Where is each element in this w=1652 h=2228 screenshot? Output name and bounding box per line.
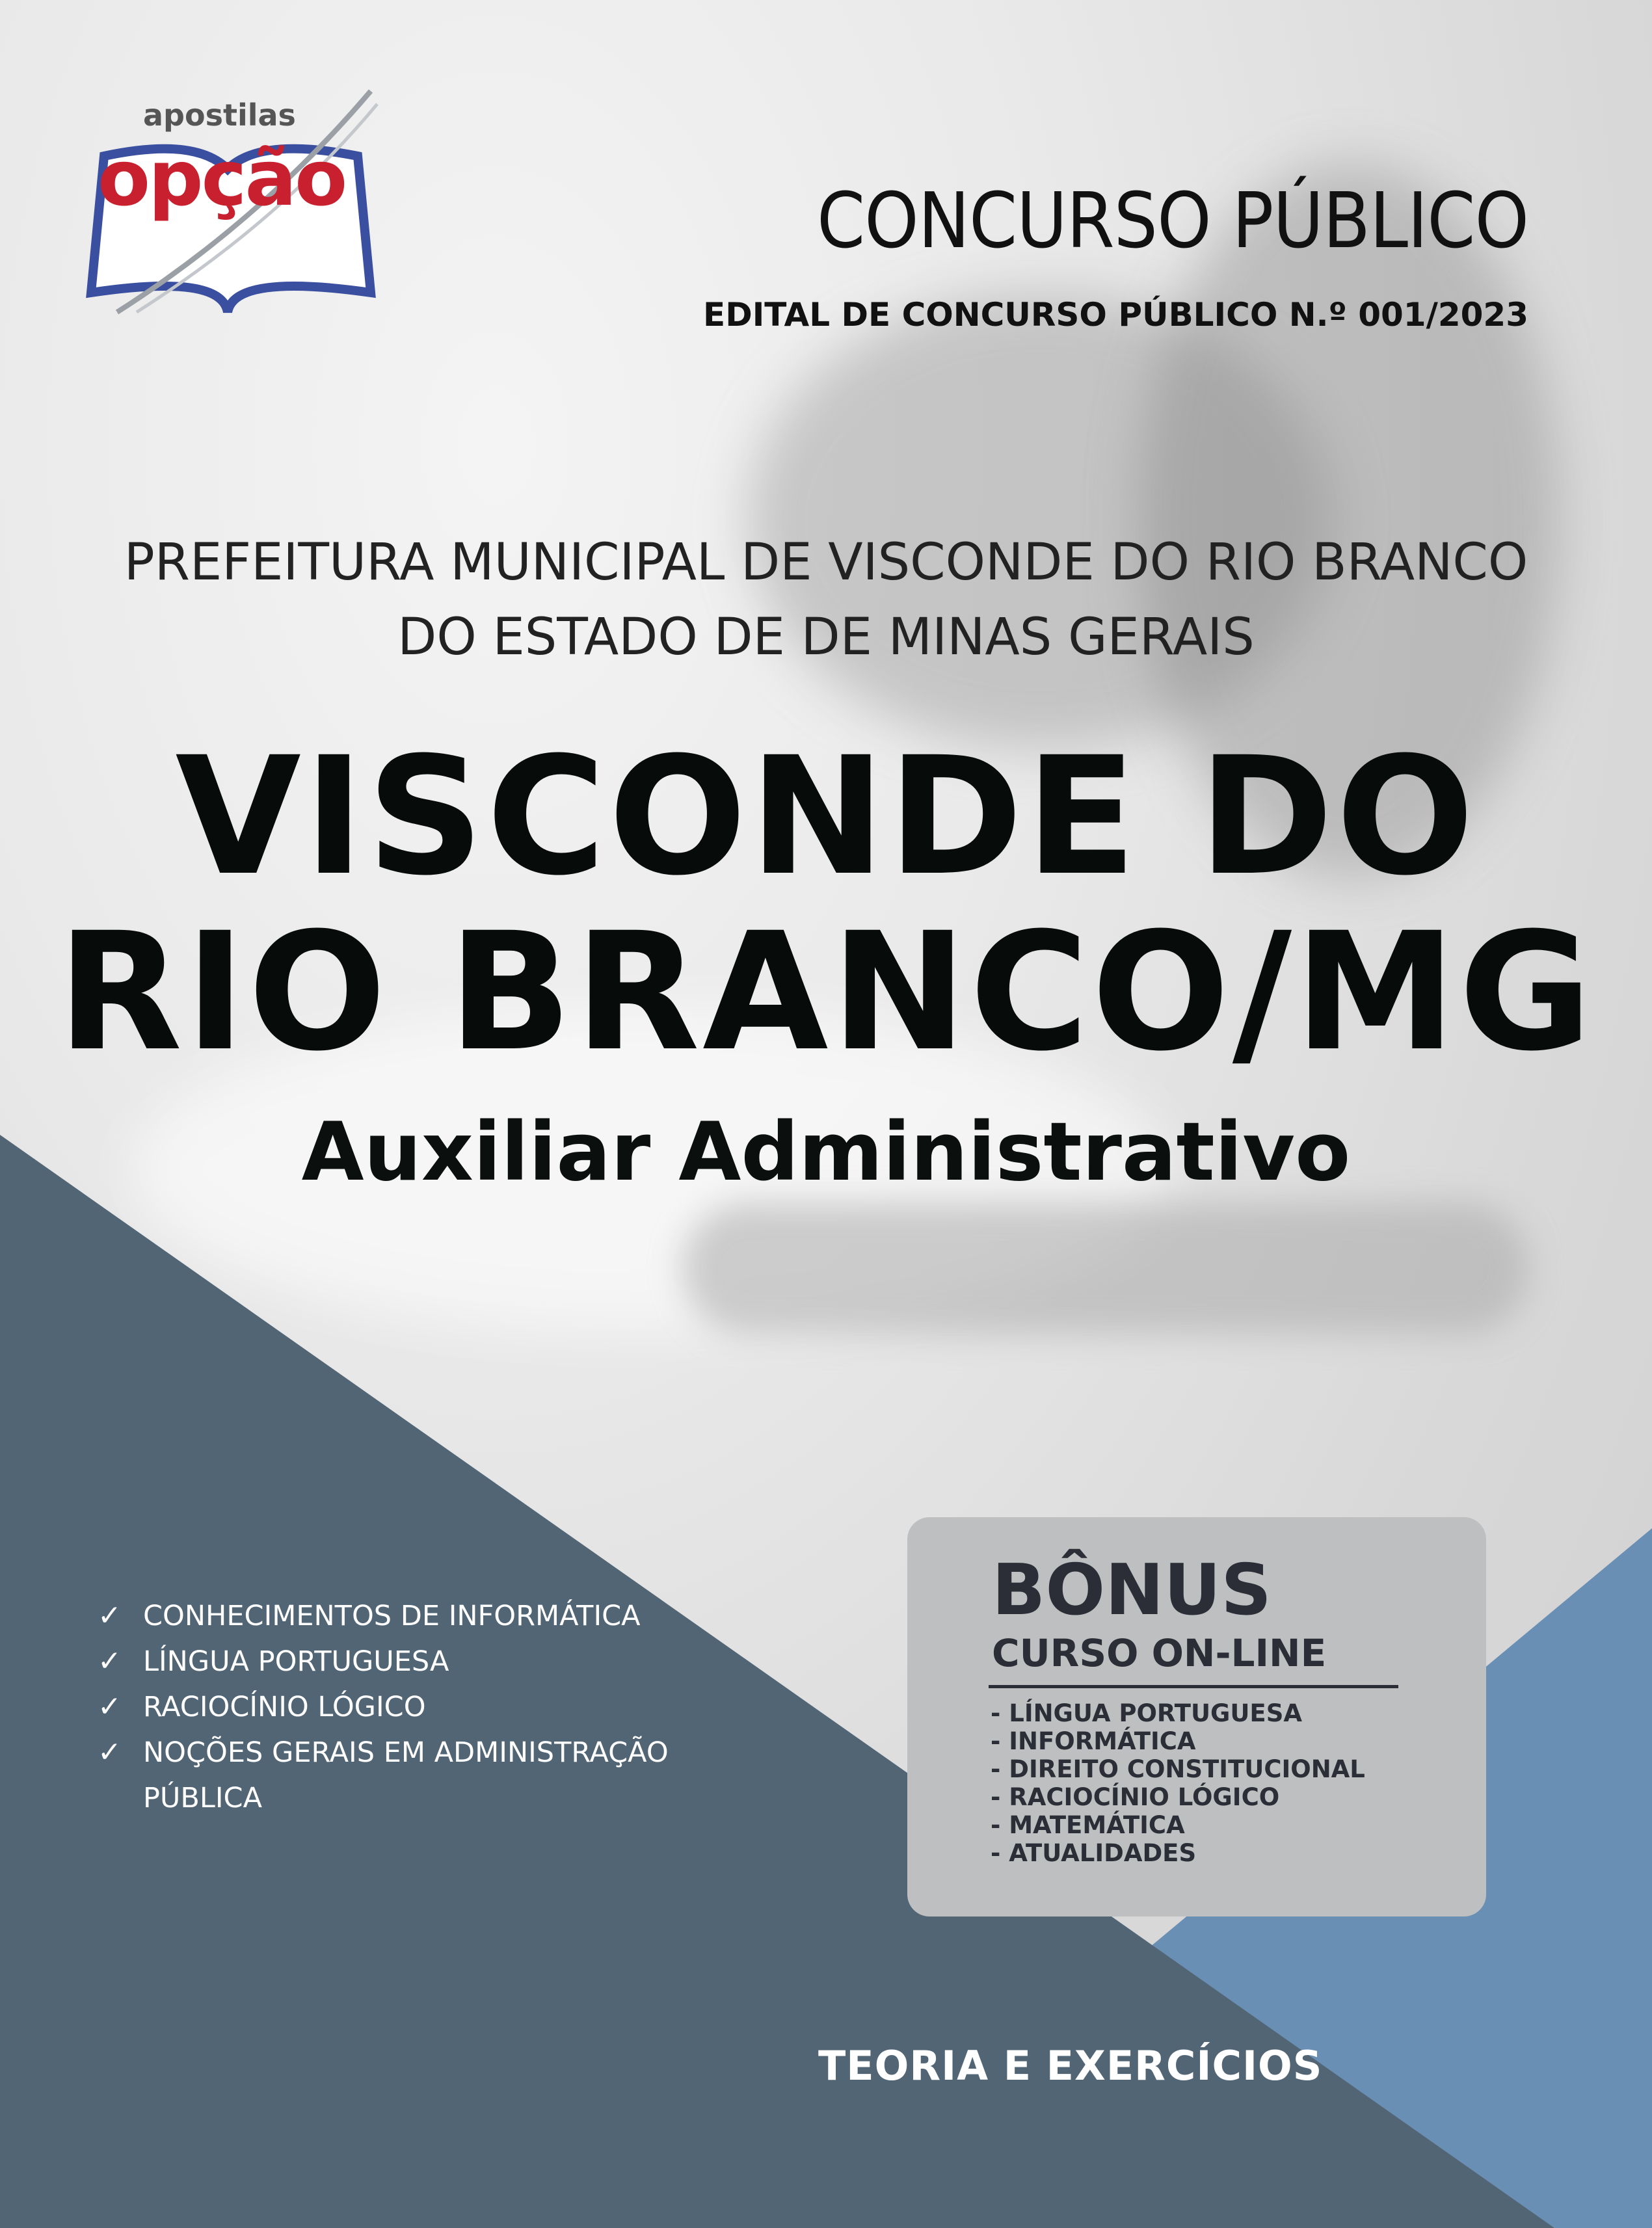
bonus-course-list	[991, 1699, 1365, 1867]
institution-line-2: DO ESTADO DE DE MINAS GERAIS	[397, 608, 1255, 667]
bonus-item: - INFORMÁTICA	[991, 1727, 1196, 1755]
bonus-title: BÔNUS	[992, 1550, 1272, 1631]
bonus-item: - ATUALIDADES	[991, 1839, 1197, 1867]
bonus-subtitle: CURSO ON-LINE	[992, 1631, 1327, 1675]
job-role: Auxiliar Administrativo	[301, 1106, 1351, 1199]
bonus-divider	[989, 1685, 1398, 1688]
edital-number: EDITAL DE CONCURSO PÚBLICO N.º 001/2023	[703, 296, 1528, 334]
subject-label: LÍNGUA PORTUGUESA	[143, 1645, 449, 1678]
footer-tagline: TEORIA E EXERCÍCIOS	[818, 2042, 1323, 2089]
subject-item	[98, 1730, 683, 1821]
city-title-line-1: VISCONDE DO	[175, 722, 1477, 911]
check-icon: ✓	[98, 1690, 122, 1723]
logo-wordmark: opção	[98, 133, 346, 223]
bonus-item: - DIREITO CONSTITUCIONAL	[991, 1755, 1365, 1783]
check-icon: ✓	[98, 1736, 122, 1769]
subject-item	[98, 1684, 761, 1730]
institution-line-1: PREFEITURA MUNICIPAL DE VISCONDE DO RIO BRANCO	[124, 533, 1528, 592]
subject-list	[98, 1593, 761, 1821]
bonus-item: - LÍNGUA PORTUGUESA	[991, 1699, 1302, 1727]
subject-label: CONHECIMENTOS DE INFORMÁTICA	[143, 1600, 641, 1632]
check-icon: ✓	[98, 1599, 122, 1632]
subject-label: RACIOCÍNIO LÓGICO	[143, 1691, 426, 1723]
city-title-line-2: RIO BRANCO/MG	[57, 897, 1595, 1087]
subject-label: NOÇÕES GERAIS EM ADMINISTRAÇÃO PÚBLICA	[143, 1736, 669, 1814]
subject-item	[98, 1593, 761, 1639]
bonus-item: - RACIOCÍNIO LÓGICO	[991, 1783, 1280, 1811]
logo-subtitle: apostilas	[143, 98, 296, 133]
bonus-box	[907, 1517, 1486, 1916]
subject-item	[98, 1639, 761, 1684]
check-icon: ✓	[98, 1645, 122, 1678]
bonus-item: - MATEMÁTICA	[991, 1811, 1185, 1839]
concurso-title: CONCURSO PÚBLICO	[816, 176, 1528, 265]
